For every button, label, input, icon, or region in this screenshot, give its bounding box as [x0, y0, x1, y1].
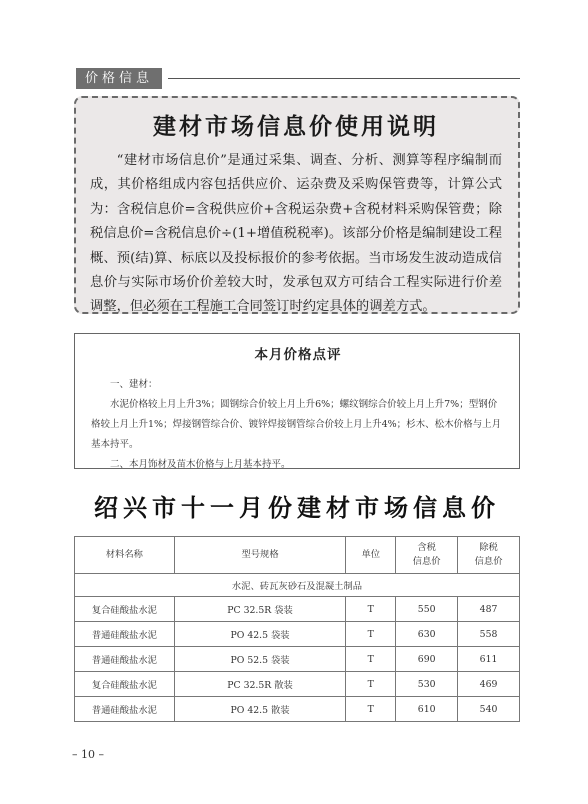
header-tax-excluded — [458, 537, 520, 574]
cell-material-name: 复合硅酸盐水泥 — [75, 597, 175, 622]
header-spec: 型号规格 — [174, 537, 346, 574]
cell-tax-excluded: 469 — [458, 672, 520, 697]
monthly-review-box — [74, 333, 520, 469]
cell-unit: T — [346, 597, 396, 622]
notice-title: 建材市场信息价使用说明 — [153, 114, 439, 140]
review-line-heading: 一、建材： — [110, 379, 158, 390]
main-title: 绍兴市十一月份建材市场信息价 — [94, 494, 500, 522]
cell-spec: PO 52.5 袋装 — [174, 647, 346, 672]
header-material-name: 材料名称 — [75, 537, 175, 574]
cell-unit: T — [346, 697, 396, 722]
table-header-row — [75, 537, 520, 574]
cell-tax-excluded: 540 — [458, 697, 520, 722]
section-tag: 价格信息 — [76, 68, 162, 89]
table-row — [75, 672, 520, 697]
cell-spec: PO 42.5 袋装 — [174, 622, 346, 647]
cell-spec: PO 42.5 散装 — [174, 697, 346, 722]
table-row — [75, 647, 520, 672]
cell-tax-included: 610 — [396, 697, 458, 722]
header-tax-included-line1: 含税 — [417, 542, 436, 553]
cell-unit: T — [346, 672, 396, 697]
cell-unit: T — [346, 647, 396, 672]
review-title: 本月价格点评 — [254, 347, 342, 363]
price-table — [74, 536, 520, 722]
header-tax-included-line2: 信息价 — [412, 556, 441, 567]
cell-spec: PC 32.5R 散装 — [174, 672, 346, 697]
cell-tax-included: 550 — [396, 597, 458, 622]
cell-spec: PC 32.5R 袋装 — [174, 597, 346, 622]
cell-tax-included: 690 — [396, 647, 458, 672]
category-label: 水泥、砖瓦灰砂石及混凝土制品 — [75, 574, 520, 597]
cell-tax-excluded: 558 — [458, 622, 520, 647]
review-line-materials: 水泥价格较上月上升3%；圆钢综合价较上月上升6%；螺纹钢综合价较上月上升7%；型钢价格较上月上升1%；焊接钢管综合价、镀锌焊接钢管综合价较上月上升4%；杉木、松木价格与上月基本持平。 — [91, 399, 502, 450]
cell-unit: T — [346, 622, 396, 647]
page-number: – 10 – — [72, 748, 104, 761]
header-tax-included — [396, 537, 458, 574]
table-row — [75, 697, 520, 722]
table-row — [75, 622, 520, 647]
header-tax-excluded-line2: 信息价 — [474, 556, 503, 567]
cell-material-name: 普通硅酸盐水泥 — [75, 622, 175, 647]
notice-body: “建材市场信息价”是通过采集、调查、分析、测算等程序编制而成，其价格组成内容包括供应价、运杂费及采购保管费等，计算公式为：含税信息价=含税供应价+含税运杂费+含税材料采购保管费；除税信息价=含税信息价÷(1+增值税税率)。该部分价格是编制建设工程概、预(结)算、标底以及投标报价的参考依据。当市场发生波动造成信息价与实际市场价价差较大时，发承包双方可结合工程实际进行价差调整，但必须在工程施工合同签订时约定具体的调差方式。 — [90, 153, 502, 315]
cell-material-name: 普通硅酸盐水泥 — [75, 647, 175, 672]
cell-tax-excluded: 487 — [458, 597, 520, 622]
cell-tax-included: 530 — [396, 672, 458, 697]
category-row — [75, 574, 520, 597]
table-row — [75, 597, 520, 622]
cell-tax-included: 630 — [396, 622, 458, 647]
cell-material-name: 普通硅酸盐水泥 — [75, 697, 175, 722]
header-tax-excluded-line1: 除税 — [479, 542, 498, 553]
usage-notice-box — [74, 96, 520, 314]
cell-tax-excluded: 611 — [458, 647, 520, 672]
header-unit: 单位 — [346, 537, 396, 574]
header-rule — [168, 78, 520, 79]
cell-material-name: 复合硅酸盐水泥 — [75, 672, 175, 697]
review-line-decor: 二、本月饰材及苗木价格与上月基本持平。 — [110, 459, 291, 470]
